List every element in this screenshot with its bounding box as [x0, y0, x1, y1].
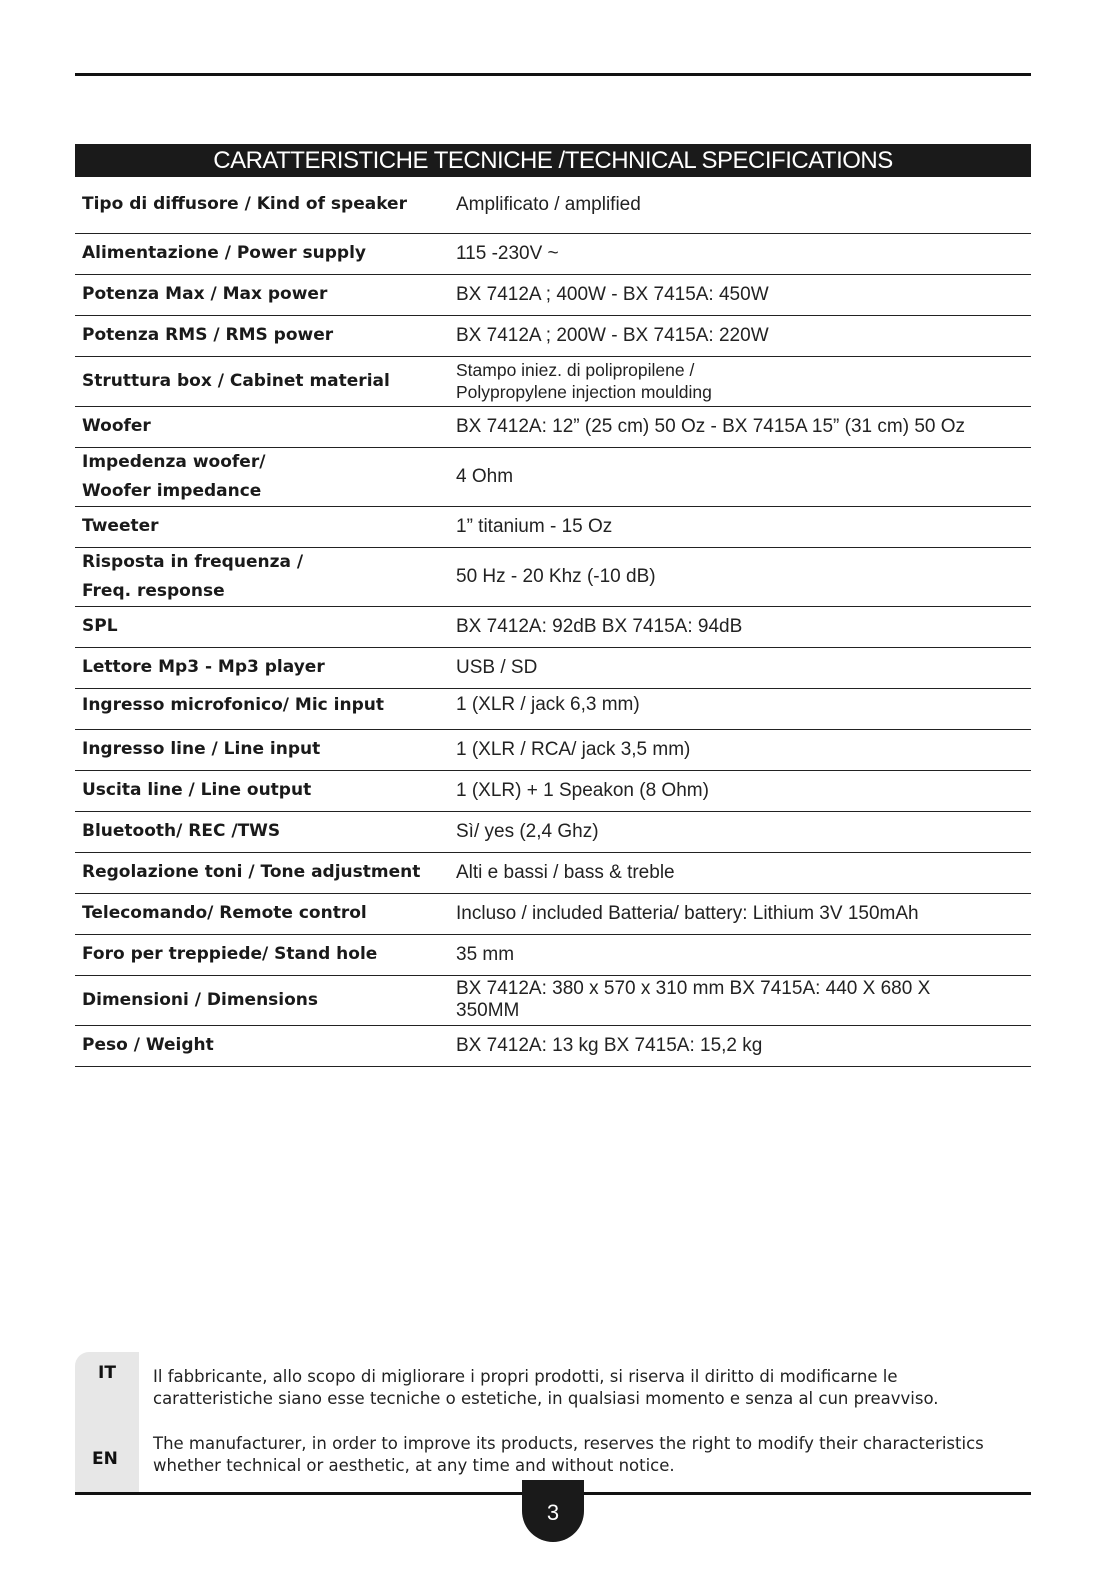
spec-label — [75, 315, 456, 356]
spec-label — [75, 811, 456, 852]
spec-value-line: BX 7412A: 12” (25 cm) 50 Oz - BX 7415A 15” (31 cm) 50 Oz — [456, 415, 966, 437]
language-code-it: IT — [98, 1363, 116, 1383]
spec-value — [456, 506, 1031, 547]
spec-row — [75, 811, 1031, 852]
spec-value-line: Polypropylene injection moulding — [456, 382, 712, 402]
spec-row — [75, 893, 1031, 934]
notice-text-en: The manufacturer, in order to improve its products, reserves the right to modify their characteristics whether technical or aesthetic, at any time and without notice. — [153, 1434, 984, 1475]
spec-value-line: BX 7412A: 92dB BX 7415A: 94dB — [456, 615, 743, 637]
spec-value — [456, 688, 1031, 729]
spec-label — [75, 688, 456, 729]
top-rule — [75, 73, 1031, 76]
spec-label-line: Ingresso microfonico/ Mic input — [82, 694, 384, 715]
spec-label — [75, 729, 456, 770]
spec-value-line: Sì/ yes (2,4 Ghz) — [456, 820, 599, 842]
spec-row — [75, 1025, 1031, 1066]
spec-value-line: BX 7412A ; 200W - BX 7415A: 220W — [456, 324, 769, 346]
spec-value-line: USB / SD — [456, 656, 538, 678]
spec-label-line: Regolazione toni / Tone adjustment — [82, 862, 421, 882]
language-code-en: EN — [92, 1449, 118, 1469]
spec-label — [75, 852, 456, 893]
spec-row — [75, 688, 1031, 729]
spec-label — [75, 506, 456, 547]
spec-header: CARATTERISTICHE TECNICHE /TECHNICAL SPECIFICATIONS — [75, 144, 1031, 177]
spec-value — [456, 975, 1031, 1025]
spec-value-line: 35 mm — [456, 943, 515, 965]
spec-row — [75, 647, 1031, 688]
spec-label — [75, 770, 456, 811]
spec-value — [456, 811, 1031, 852]
spec-label-line: Freq. response — [82, 580, 225, 601]
spec-label — [75, 547, 456, 606]
spec-row — [75, 934, 1031, 975]
spec-label-line: Tweeter — [82, 516, 159, 536]
spec-label-line: Lettore Mp3 - Mp3 player — [82, 657, 325, 677]
spec-value — [456, 729, 1031, 770]
spec-table — [75, 177, 1031, 1067]
spec-value-line: Incluso / included Batteria/ battery: Lithium 3V 150mAh — [456, 902, 919, 924]
spec-label — [75, 274, 456, 315]
spec-value-line: BX 7412A: 380 x 570 x 310 mm BX 7415A: 440 X 680 X — [456, 978, 931, 999]
spec-value — [456, 770, 1031, 811]
spec-value-line: 50 Hz - 20 Khz (-10 dB) — [456, 565, 656, 587]
spec-label-line: Dimensioni / Dimensions — [82, 989, 319, 1010]
spec-value — [456, 647, 1031, 688]
spec-value-line: Stampo iniez. di polipropilene / — [456, 360, 695, 380]
spec-row — [75, 406, 1031, 447]
spec-label-line: Impedenza woofer/ — [82, 451, 266, 472]
spec-label-line: Telecomando/ Remote control — [82, 903, 367, 923]
spec-label-line: Uscita line / Line output — [82, 780, 312, 800]
spec-value — [456, 934, 1031, 975]
spec-label — [75, 975, 456, 1025]
spec-label — [75, 233, 456, 274]
spec-label-line: Tipo di diffusore / Kind of speaker — [82, 194, 407, 215]
spec-row — [75, 506, 1031, 547]
spec-row — [75, 233, 1031, 274]
spec-value — [456, 547, 1031, 606]
spec-row — [75, 315, 1031, 356]
spec-value — [456, 1025, 1031, 1066]
notice-text-it: Il fabbricante, allo scopo di migliorare i propri prodotti, si riserva il diritto di modificarne le caratteristiche siano esse tecniche o estetiche, in qualsiasi momento e senza al cun preavviso. — [153, 1367, 939, 1408]
spec-value — [456, 606, 1031, 647]
spec-value — [456, 315, 1031, 356]
spec-value-line: BX 7412A ; 400W - BX 7415A: 450W — [456, 283, 769, 305]
spec-value-line: 1 (XLR) + 1 Speakon (8 Ohm) — [456, 779, 709, 801]
spec-label — [75, 606, 456, 647]
spec-value — [456, 356, 1031, 406]
spec-label-line: Bluetooth/ REC /TWS — [82, 821, 281, 841]
spec-value-line: 4 Ohm — [456, 465, 514, 487]
page-number: 3 — [522, 1480, 584, 1542]
spec-label-line: Struttura box / Cabinet material — [82, 370, 390, 391]
spec-value — [456, 177, 1031, 233]
spec-value-line: Amplificato / amplified — [456, 193, 641, 215]
spec-label-line: Alimentazione / Power supply — [82, 243, 366, 263]
spec-row — [75, 447, 1031, 506]
spec-value — [456, 447, 1031, 506]
spec-value-line: 1” titanium - 15 Oz — [456, 515, 613, 537]
spec-label — [75, 893, 456, 934]
spec-row — [75, 177, 1031, 233]
spec-row — [75, 975, 1031, 1025]
spec-value — [456, 406, 1031, 447]
spec-row — [75, 547, 1031, 606]
spec-value — [456, 274, 1031, 315]
spec-value-line: BX 7412A: 13 kg BX 7415A: 15,2 kg — [456, 1034, 763, 1056]
spec-value-line: 350MM — [456, 1000, 520, 1021]
spec-row — [75, 356, 1031, 406]
spec-label-line: Potenza RMS / RMS power — [82, 325, 334, 345]
spec-row — [75, 274, 1031, 315]
spec-label — [75, 447, 456, 506]
spec-row — [75, 770, 1031, 811]
spec-value-line: 115 -230V ~ — [456, 242, 559, 264]
spec-label — [75, 356, 456, 406]
spec-label-line: Peso / Weight — [82, 1035, 214, 1055]
spec-row — [75, 729, 1031, 770]
spec-label-line: Potenza Max / Max power — [82, 284, 328, 304]
spec-label-line: Risposta in frequenza / — [82, 551, 304, 572]
spec-label-line: Foro per treppiede/ Stand hole — [82, 944, 378, 964]
spec-label — [75, 406, 456, 447]
spec-label — [75, 1025, 456, 1066]
spec-value — [456, 852, 1031, 893]
spec-value-line: 1 (XLR / jack 6,3 mm) — [456, 693, 640, 715]
spec-value-line: 1 (XLR / RCA/ jack 3,5 mm) — [456, 738, 691, 760]
spec-label-line: Woofer — [82, 416, 151, 436]
spec-value — [456, 233, 1031, 274]
spec-row — [75, 606, 1031, 647]
spec-value-line: Alti e bassi / bass & treble — [456, 861, 675, 883]
spec-label — [75, 934, 456, 975]
spec-label-line: Ingresso line / Line input — [82, 739, 321, 759]
spec-label-line: SPL — [82, 616, 118, 636]
spec-row — [75, 852, 1031, 893]
spec-label-line: Woofer impedance — [82, 480, 262, 501]
spec-label — [75, 177, 456, 233]
spec-value — [456, 893, 1031, 934]
spec-label — [75, 647, 456, 688]
